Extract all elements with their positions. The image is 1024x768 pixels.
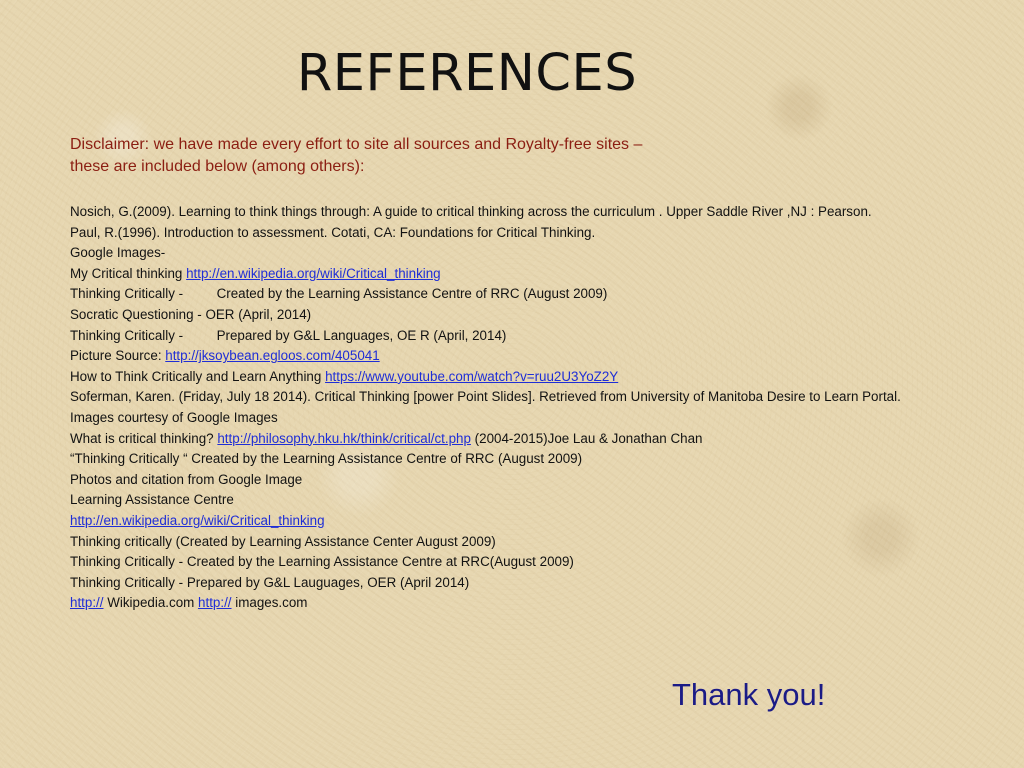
reference-text: Thinking critically (Created by Learning Assistance Center August 2009) bbox=[70, 533, 496, 549]
reference-item bbox=[70, 387, 950, 408]
reference-item bbox=[70, 449, 950, 470]
reference-text: Nosich, G.(2009). Learning to think things through: A guide to critical thinking across the curriculum . Upper Saddle River ,NJ : Pearson. bbox=[70, 204, 872, 219]
reference-item bbox=[70, 367, 950, 388]
disclaimer-line-2: these are included below (among others): bbox=[70, 158, 365, 175]
reference-link[interactable]: http://philosophy.hku.hk/think/critical/ct.php bbox=[217, 430, 471, 446]
reference-item bbox=[70, 573, 950, 594]
slide-title: REFERENCES bbox=[296, 44, 638, 103]
reference-link[interactable]: https://www.youtube.com/watch?v=ruu2U3YoZ2Y bbox=[325, 368, 619, 384]
reference-suffix: (2004-2015)Joe Lau & Jonathan Chan bbox=[474, 430, 703, 446]
reference-link[interactable]: http://en.wikipedia.org/wiki/Critical_thinking bbox=[186, 265, 441, 281]
reference-text: Socratic Questioning - OER (April, 2014) bbox=[70, 306, 312, 322]
reference-item bbox=[70, 470, 950, 491]
reference-item bbox=[70, 284, 950, 305]
reference-text: Google Images- bbox=[70, 245, 166, 261]
reference-text: Images courtesy of Google Images bbox=[70, 409, 278, 425]
reference-right-text: Prepared by G&L Languages, OE R (April, 2014) bbox=[216, 327, 507, 343]
reference-left-text: Thinking Critically - bbox=[70, 327, 187, 343]
reference-item bbox=[70, 511, 950, 532]
reference-prefix: Picture Source: bbox=[70, 348, 166, 364]
reference-text: Soferman, Karen. (Friday, July 18 2014). Critical Thinking [power Point Slides]. Retrieved from University of Manitoba Desire to Learn Portal. bbox=[70, 389, 901, 405]
reference-prefix: My Critical thinking bbox=[70, 265, 187, 281]
reference-item bbox=[70, 243, 950, 264]
reference-text: Wikipedia.com bbox=[107, 595, 199, 611]
reference-text: Learning Assistance Centre bbox=[70, 492, 234, 508]
reference-text: Photos and citation from Google Image bbox=[70, 471, 303, 487]
reference-item bbox=[70, 552, 950, 573]
reference-item bbox=[70, 593, 950, 614]
reference-prefix: What is critical thinking? bbox=[70, 430, 218, 446]
reference-item bbox=[70, 429, 950, 450]
reference-text: Thinking Critically - Created by the Learning Assistance Centre at RRC(August 2009) bbox=[70, 554, 574, 570]
reference-item bbox=[70, 202, 950, 223]
reference-item bbox=[70, 223, 950, 244]
reference-item bbox=[70, 346, 950, 367]
reference-item bbox=[70, 532, 950, 553]
reference-item bbox=[70, 326, 950, 347]
reference-link[interactable]: http:// bbox=[198, 595, 232, 611]
disclaimer-line-1: Disclaimer: we have made every effort to site all sources and Royalty-free sites – bbox=[70, 136, 643, 153]
reference-text: Paul, R.(1996). Introduction to assessment. Cotati, CA: Foundations for Critical Thinking. bbox=[70, 224, 596, 240]
reference-right-text: Created by the Learning Assistance Centre of RRC (August 2009) bbox=[216, 286, 608, 302]
reference-item bbox=[70, 490, 950, 511]
disclaimer-block bbox=[70, 134, 770, 178]
references-list bbox=[70, 202, 950, 614]
reference-link[interactable]: http://en.wikipedia.org/wiki/Critical_thinking bbox=[70, 512, 325, 528]
reference-item bbox=[70, 408, 950, 429]
reference-text: images.com bbox=[235, 595, 308, 611]
reference-item bbox=[70, 305, 950, 326]
reference-item bbox=[70, 264, 950, 285]
reference-text: “Thinking Critically “ Created by the Learning Assistance Centre of RRC (August 2009) bbox=[70, 451, 583, 467]
reference-prefix: How to Think Critically and Learn Anything bbox=[70, 368, 326, 384]
reference-link[interactable]: http://jksoybean.egloos.com/405041 bbox=[165, 348, 380, 364]
reference-text: Thinking Critically - Prepared by G&L Lauguages, OER (April 2014) bbox=[70, 574, 470, 590]
reference-left-text: Thinking Critically - bbox=[70, 286, 187, 302]
reference-link[interactable]: http:// bbox=[70, 595, 104, 611]
thank-you-text: Thank you! bbox=[672, 677, 826, 712]
